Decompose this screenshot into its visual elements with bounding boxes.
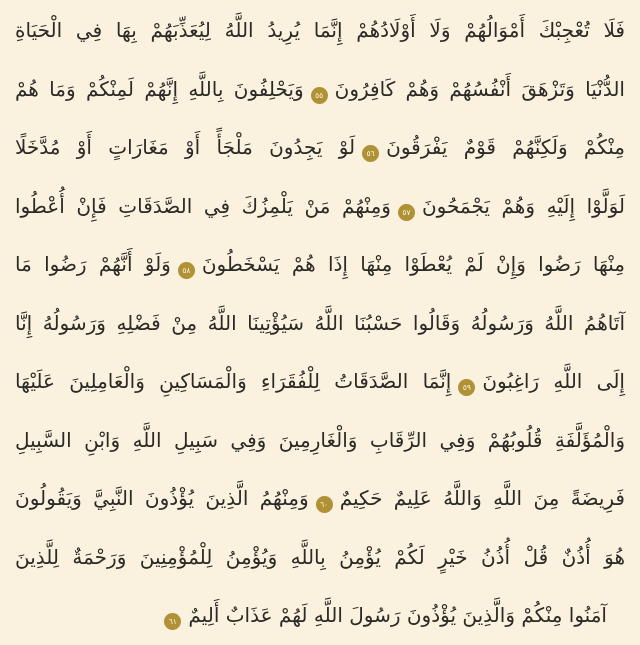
ayah-text: إِنَّمَا الصَّدَقَاتُ لِلْفُقَرَاءِ وَالْمَسَاكِينِ وَالْعَامِلِينَ عَلَيْهَا	[15, 369, 452, 393]
text-block	[15, 1, 625, 645]
quran-line-4	[15, 177, 625, 236]
ayah-text: وَمِنْهُمُ الَّذِينَ يُؤْذُونَ النَّبِيَّ وَيَقُولُونَ	[15, 486, 309, 510]
ayah-text: فَلَا تُعْجِبْكَ أَمْوَالُهُمْ وَلَا أَوْلَادُهُمْ إِنَّمَا يُرِيدُ اللَّهُ لِيُعَذِّبَهُمْ بِهَا فِي الْحَيَاةِ	[15, 18, 625, 42]
ayah-text: هُوَ أُذُنٌ قُلْ أُذُنُ خَيْرٍ لَكُمْ يُؤْمِنُ بِاللَّهِ وَيُؤْمِنُ لِلْمُؤْمِنِينَ وَرَحْمَةٌ لِلَّذِينَ	[15, 544, 625, 569]
quran-line-8	[15, 411, 625, 470]
verse-end-marker-icon	[311, 87, 328, 104]
verse-number: ٥٧	[402, 207, 411, 217]
ayah-text: فَرِيضَةً مِنَ اللَّهِ وَاللَّهُ عَلِيمٌ حَكِيمٌ	[339, 486, 625, 510]
quran-line-11	[15, 586, 625, 645]
ayah-text: لَوْ يَجِدُونَ مَلْجَأً أَوْ مَغَارَاتٍ أَوْ مُدَّخَلًا	[15, 135, 356, 159]
ayah-text: مِنْكُمْ وَلَكِنَّهُمْ قَوْمٌ يَفْرَقُونَ	[386, 135, 625, 159]
verse-end-marker-icon	[316, 496, 333, 513]
quran-line-2	[15, 60, 625, 119]
verse-end-marker-icon	[164, 613, 181, 630]
verse-number: ٦١	[168, 617, 177, 626]
verse-end-marker-icon	[362, 145, 379, 162]
verse-end-marker-icon	[458, 379, 475, 396]
quran-line-3	[15, 118, 625, 177]
quran-line-10	[15, 528, 625, 587]
ayah-text: الدُّنْيَا وَتَزْهَقَ أَنْفُسُهُمْ وَهُمْ كَافِرُونَ	[334, 76, 625, 101]
verse-number: ٦٠	[320, 500, 329, 509]
ayah-text: وَالْمُؤَلَّفَةِ قُلُوبُهُمْ وَفِي الرِّقَابِ وَالْغَارِمِينَ وَفِي سَبِيلِ اللَّهِ وَابْنِ السَّبِيلِ	[15, 427, 625, 452]
verse-number: ٥٨	[182, 266, 191, 275]
verse-number: ٥٩	[462, 383, 471, 392]
ayah-text: لَوَلَّوْا إِلَيْهِ وَهُمْ يَجْمَحُونَ	[421, 193, 625, 218]
ayah-text: وَمِنْهُمْ مَنْ يَلْمِزُكَ فِي الصَّدَقَاتِ فَإِنْ أُعْطُوا	[15, 193, 391, 218]
quran-line-7	[15, 352, 625, 411]
ayah-text: آمَنُوا مِنْكُمْ وَالَّذِينَ يُؤْذُونَ رَسُولَ اللَّهِ لَهُمْ عَذَابٌ أَلِيمٌ	[188, 603, 607, 627]
ayah-text: آتَاهُمُ اللَّهُ وَرَسُولُهُ وَقَالُوا حَسْبُنَا اللَّهُ سَيُؤْتِينَا اللَّهُ مِنْ فَضْلِهِ وَرَسُولُهُ إِنَّا	[15, 310, 625, 335]
ayah-text: وَيَحْلِفُونَ بِاللَّهِ إِنَّهُمْ لَمِنْكُمْ وَمَا هُمْ	[15, 76, 304, 101]
quran-line-5	[15, 235, 625, 294]
verse-end-marker-icon	[178, 262, 195, 279]
quran-line-9	[15, 469, 625, 528]
verse-end-marker-icon	[398, 204, 415, 221]
ayah-text: وَلَوْ أَنَّهُمْ رَضُوا مَا	[15, 252, 171, 276]
quran-line-6	[15, 294, 625, 353]
ayah-text: إِلَى اللَّهِ رَاغِبُونَ	[482, 369, 625, 393]
ayah-text: مِنْهَا رَضُوا وَإِنْ لَمْ يُعْطَوْا مِنْهَا إِذَا هُمْ يَسْخَطُونَ	[201, 252, 625, 276]
verse-number: ٥٦	[366, 149, 375, 158]
verse-number: ٥٥	[315, 90, 324, 100]
quran-line-1	[15, 1, 625, 60]
